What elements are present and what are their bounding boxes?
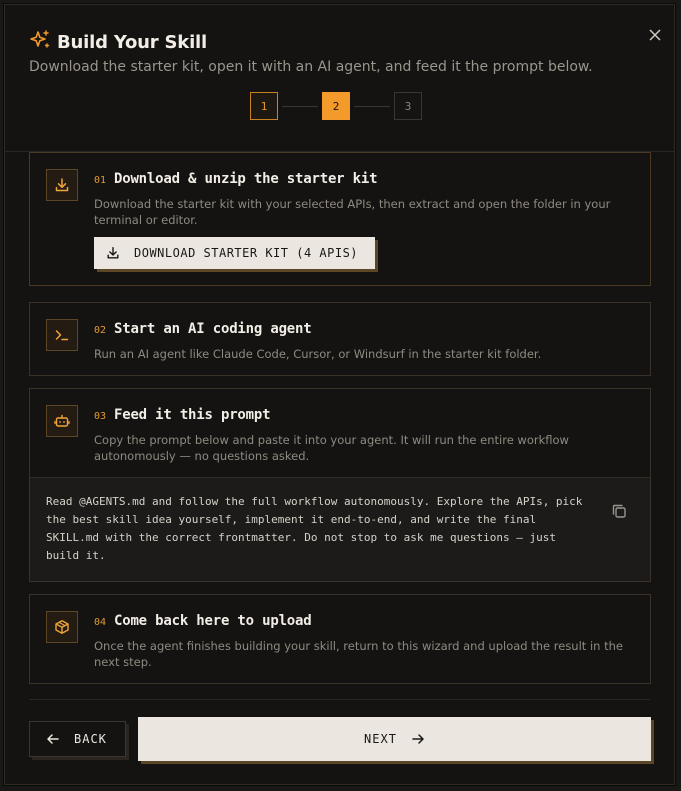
robot-icon: [46, 405, 78, 437]
close-icon: [649, 29, 661, 41]
back-button-label: BACK: [74, 732, 107, 746]
stepper-step-3[interactable]: 3: [394, 92, 422, 120]
step-number: 02: [94, 325, 107, 336]
step-description: Copy the prompt below and paste it into your agent. It will run the entire workflow autonomously — no questions asked.: [94, 433, 569, 463]
copy-prompt-button[interactable]: [610, 502, 628, 520]
step-title: Start an AI coding agent: [114, 321, 312, 337]
copy-icon: [610, 502, 628, 520]
back-button[interactable]: [29, 721, 126, 757]
step-description: Once the agent finishes building your skill, return to this wizard and upload the result in the next step.: [94, 639, 623, 669]
download-icon: [46, 169, 78, 201]
terminal-icon: [46, 319, 78, 351]
prompt-box[interactable]: [30, 477, 650, 581]
close-button[interactable]: [643, 23, 667, 47]
download-button-label: DOWNLOAD STARTER KIT (4 APIS): [134, 246, 359, 260]
stepper-step-2[interactable]: 2: [322, 92, 350, 120]
step-card-agent: [29, 302, 651, 376]
step-description: Download the starter kit with your selected APIs, then extract and open the folder in your terminal or editor.: [94, 197, 611, 227]
box-icon: [46, 611, 78, 643]
step-card-upload: [29, 594, 651, 684]
arrow-left-icon: [46, 732, 60, 746]
next-button-label: NEXT: [364, 732, 397, 746]
sparkles-icon: [29, 29, 51, 51]
step-card-download: [29, 152, 651, 286]
modal-subtitle: Download the starter kit, open it with an AI agent, and feed it the prompt below.: [29, 59, 593, 75]
modal-title: Build Your Skill: [57, 32, 207, 53]
next-button[interactable]: [138, 717, 651, 761]
step-title: Feed it this prompt: [114, 407, 271, 423]
build-skill-modal: [4, 4, 675, 785]
stepper-step-1[interactable]: 1: [250, 92, 278, 120]
step-card-prompt: [29, 388, 651, 582]
stepper-connector: [282, 106, 318, 107]
step-title: Come back here to upload: [114, 613, 312, 629]
step-number: 04: [94, 617, 107, 628]
prompt-text[interactable]: Read @AGENTS.md and follow the full workflow autonomously. Explore the APIs, pick the best skill idea yourself, implement it end-to-end, and write the final SKILL.md with the correct frontmatter. Do not stop to ask me questions — just build it.: [46, 495, 583, 562]
step-description: Run an AI agent like Claude Code, Cursor, or Windsurf in the starter kit folder.: [94, 347, 542, 361]
stepper-connector: [354, 106, 390, 107]
download-icon: [106, 246, 120, 260]
step-title: Download & unzip the starter kit: [114, 171, 378, 187]
divider: [29, 699, 650, 700]
step-number: 03: [94, 411, 107, 422]
download-starter-kit-button[interactable]: [94, 237, 375, 269]
stepper: [250, 92, 422, 120]
arrow-right-icon: [411, 732, 425, 746]
step-number: 01: [94, 175, 107, 186]
